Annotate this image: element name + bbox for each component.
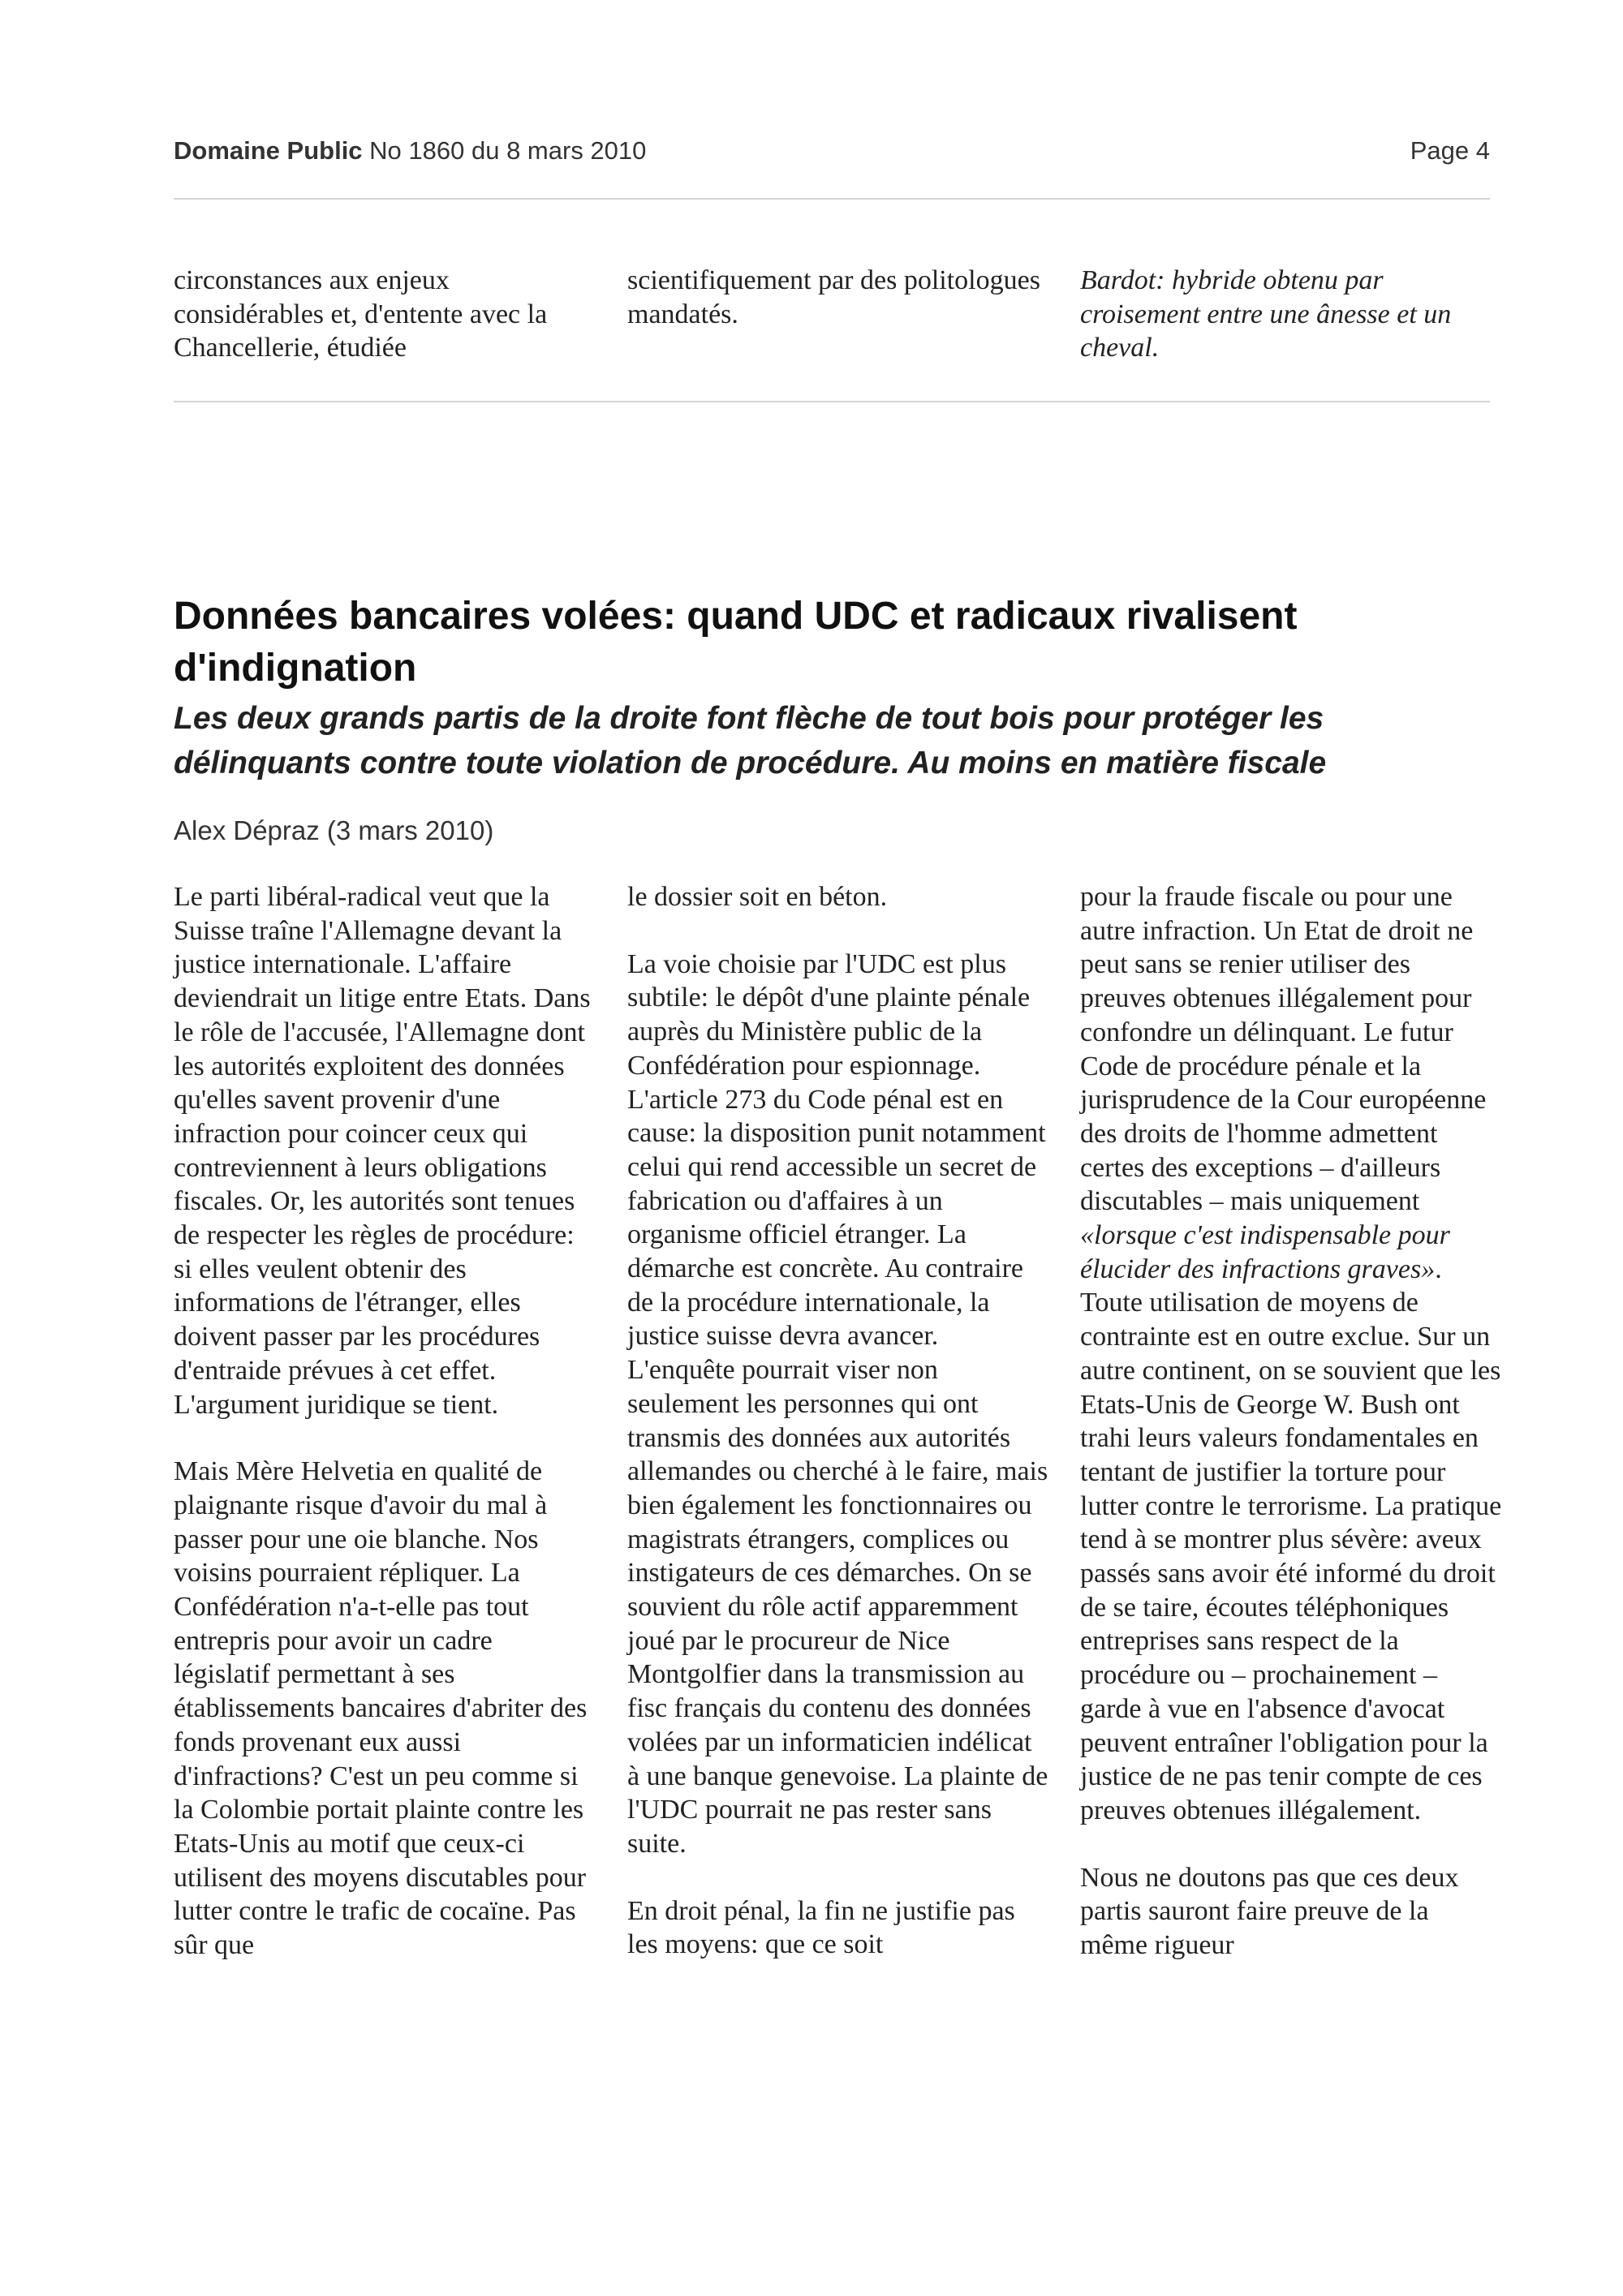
previous-article-column-3: [1080, 264, 1502, 365]
previous-article-column-1: [174, 264, 596, 365]
article-title: Données bancaires volées: quand UDC et radicaux rivalisent d'indignation: [174, 595, 1298, 690]
paragraph: En droit pénal, la fin ne justifie pas les moyens: que ce soit: [627, 1895, 1015, 1960]
paragraph: pour la fraude fiscale ou pour une autre infraction. Un Etat de droit ne peut sans se renier utiliser des preuves obtenues illégalement pour confondre un délinquant. Le futur Code de procédure pénale et la jurisprudence de la Cour européenne des droits de l'homme admettent certes des exceptions – d'ailleurs discutables – mais uniquement «lorsque c'est indispensable pour élucider des infractions graves». Toute utilisation de moyens de contrainte est en outre exclue. Sur un autre continent, on se souvient que les Etats-Unis de George W. Bush ont trahi leurs valeurs fondamentales en tentant de justifier la torture pour lutter contre le terrorisme. La pratique tend à se montrer plus sévère: aveux passés sans avoir été informé du droit de se taire, écoutes téléphoniques entreprises sans respect de la procédure ou – prochainement – garde à vue en l'absence d'avocat peuvent entraîner l'obligation pour la justice de ne pas tenir compte de ces preuves obtenues illégalement.: [1080, 882, 1502, 1825]
paragraph: Nous ne doutons pas que ces deux partis sauront faire preuve de la même rigueur: [1080, 1862, 1459, 1961]
article-byline: Alex Dépraz (3 mars 2010): [174, 815, 494, 845]
header-divider: [174, 198, 1490, 200]
publication-name: Domaine Public: [174, 136, 363, 165]
quoted-exception: «lorsque c'est indispensable pour élucider des infractions graves»: [1080, 1220, 1450, 1284]
running-header: [174, 136, 1490, 172]
previous-article-column-2: [627, 264, 1049, 331]
article-column-2: [627, 880, 1049, 1962]
previous-article-text: scientifiquement par des politologues mandatés.: [627, 265, 1040, 329]
article-column-3: [1080, 880, 1502, 1963]
paragraph: le dossier soit en béton.: [627, 882, 888, 912]
article-subtitle: Les deux grands partis de la droite font flèche de tout bois pour protéger les délinquants contre toute violation de procédure. Au moins en matière fiscale: [174, 701, 1327, 780]
paragraph: La voie choisie par l'UDC est plus subtile: le dépôt d'une plainte pénale auprès du Ministère public de la Confédération pour espionnage. L'article 273 du Code pénal est en cause: la disposition punit notamment celui qui rend accessible un secret de fabrication ou d'affaires à un organisme officiel étranger. La démarche est concrète. Au contraire de la procédure internationale, la justice suisse devra avancer. L'enquête pourrait viser non seulement les personnes qui ont transmis des données aux autorités allemandes ou cherché à le faire, mais bien également les fonctionnaires ou magistrats étrangers, complices ou instigateurs de ces démarches. On se souvient du rôle actif apparemment joué par le procureur de Nice Montgolfier dans la transmission au fisc français du contenu des données volées par un informaticien indélicat à une banque genevoise. La plainte de l'UDC pourrait ne pas rester sans suite.: [627, 948, 1048, 1859]
footnote-bardot: Bardot: hybride obtenu par croisement entre une ânesse et un cheval.: [1080, 265, 1452, 363]
previous-article-text: circonstances aux enjeux considérables et, d'entente avec la Chancellerie, étudiée: [174, 265, 548, 363]
paragraph: Le parti libéral-radical veut que la Suisse traîne l'Allemagne devant la justice internationale. L'affaire deviendrait un litige entre Etats. Dans le rôle de l'accusée, l'Allemagne dont les autorités exploitent des données qu'elles savent provenir d'une infraction pour coincer ceux qui contreviennent à leurs obligations fiscales. Or, les autorités sont tenues de respecter les règles de procédure: si elles veulent obtenir des informations de l'étranger, elles doivent passer par les procédures d'entraide prévues à cet effet. L'argument juridique se tient.: [174, 882, 591, 1420]
page-number: Page 4: [1410, 136, 1490, 165]
issue-info: No 1860 du 8 mars 2010: [369, 136, 647, 165]
article-divider: [174, 401, 1490, 402]
article-column-1: [174, 880, 596, 1963]
paragraph: Mais Mère Helvetia en qualité de plaignante risque d'avoir du mal à passer pour une oie blanche. Nos voisins pourraient répliquer. La Confédération n'a-t-elle pas tout entrepris pour avoir un cadre législatif permettant à ses établissements bancaires d'abriter des fonds provenant eux aussi d'infractions? C'est un peu comme si la Colombie portait plainte contre les Etats-Unis au motif que ceux-ci utilisent des moyens discutables pour lutter contre le trafic de cocaïne. Pas sûr que: [174, 1456, 588, 1961]
